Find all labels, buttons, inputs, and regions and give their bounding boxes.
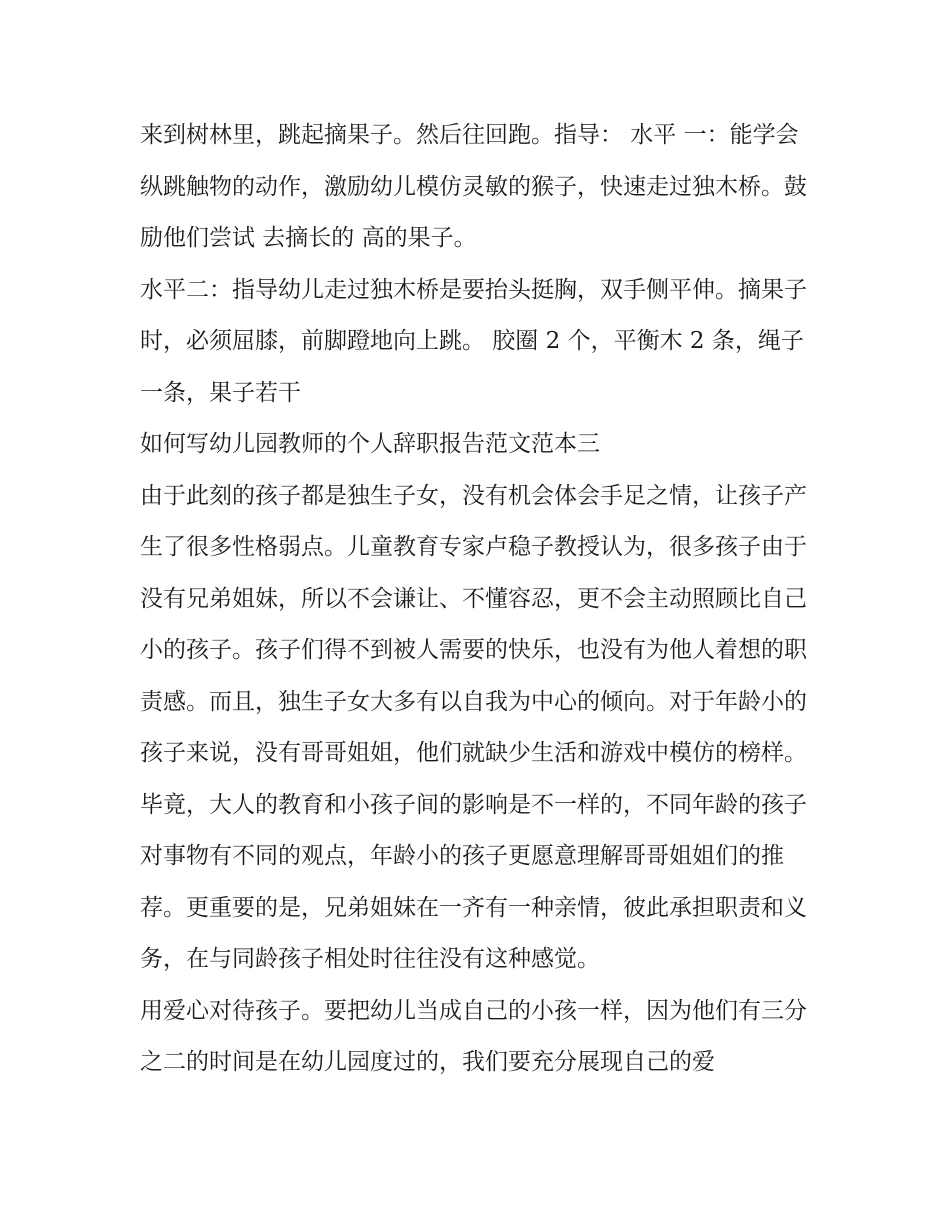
section-heading: 如何写幼儿园教师的个人辞职报告范文范本三 bbox=[140, 431, 600, 457]
document-body bbox=[140, 110, 820, 1089]
paragraph-4: 用爱心对待孩子。要把幼儿当成自己的小孩一样，因为他们有三分之二的时间是在幼儿园度过的，我们要充分展现自己的爱 bbox=[140, 997, 807, 1075]
paragraph-1: 来到树林里，跳起摘果子。然后往回跑。指导： 水平 一：能学会纵跳触物的动作，激励幼儿模仿灵敏的猴子，快速走过独木桥。鼓励他们尝试 去摘长的 高的果子。 bbox=[140, 122, 807, 251]
paragraph-2: 水平二：指导幼儿走过独木桥是要抬头挺胸，双手侧平伸。摘果子时，必须屈膝，前脚蹬地向上跳。 胶圈 2 个，平衡木 2 条，绳子一条，果子若干 bbox=[140, 276, 807, 406]
paragraph-3: 由于此刻的孩子都是独生子女，没有机会体会手足之情，让孩子产生了很多性格弱点。儿童教育专家卢稳子教授认为，很多孩子由于没有兄弟姐妹，所以不会谦让、不懂容忍，更不会主动照顾比自己小的孩子。孩子们得不到被人需要的快乐，也没有为他人着想的职责感。而且，独生子女大多有以自我为中心的倾向。对于年龄小的孩子来说，没有哥哥姐姐，他们就缺少生活和游戏中模仿的榜样。毕竟，大人的教育和小孩子间的影响是不一样的，不同年龄的孩子对事物有不同的观点，年龄小的孩子更愿意理解哥哥姐姐们的推荐。更重要的是，兄弟姐妹在一齐有一种亲情，彼此承担职责和义务，在与同龄孩子相处时往往没有这种感觉。 bbox=[140, 482, 807, 972]
